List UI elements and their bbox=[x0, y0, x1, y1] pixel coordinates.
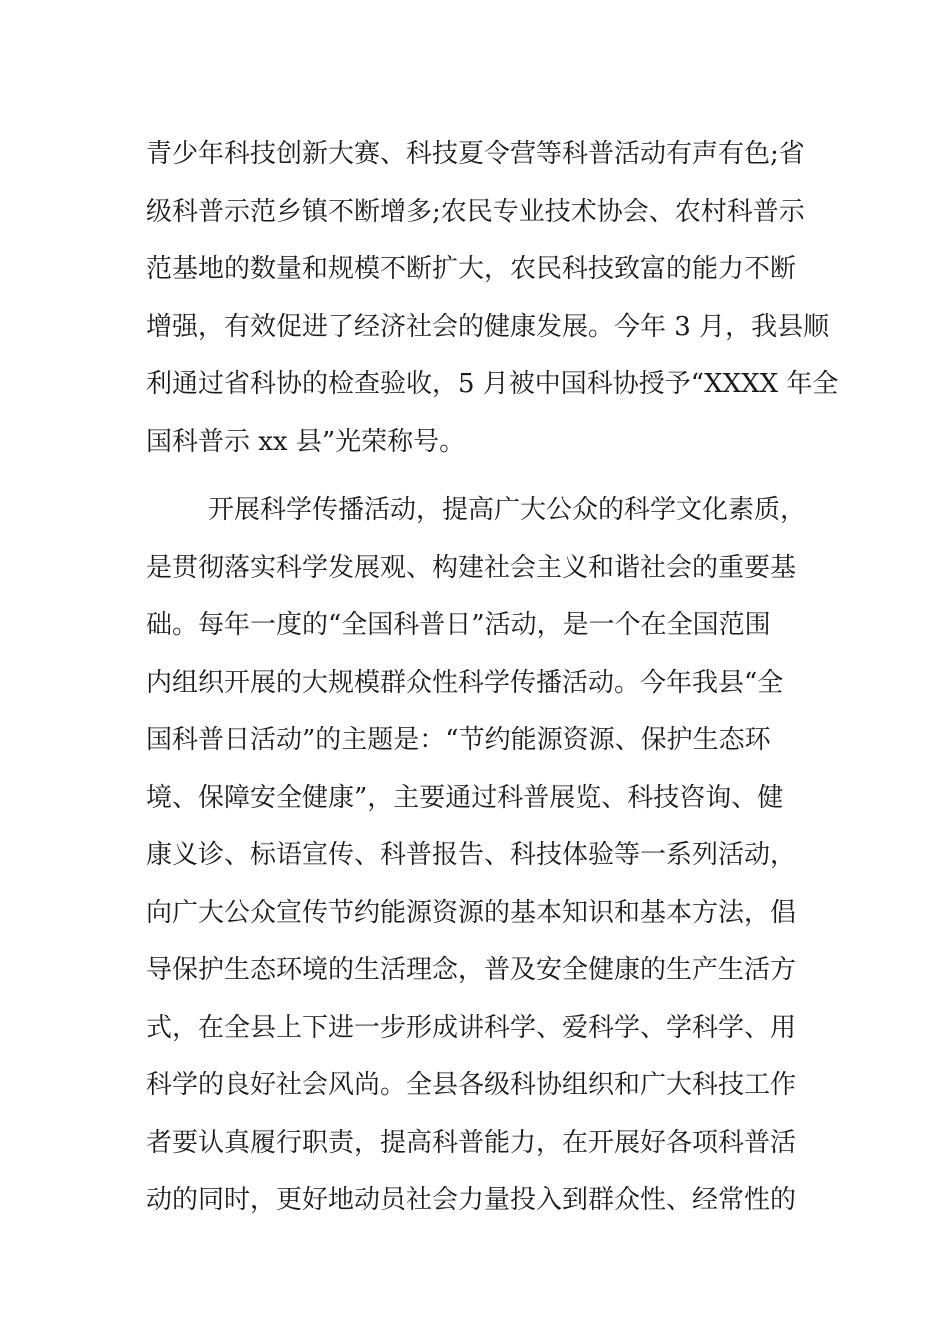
text-line: 国科普日活动”的主题是：“节约能源资源、保护生态环 bbox=[146, 725, 771, 755]
text-line: 国科普示 xx 县”光荣称号。 bbox=[146, 426, 466, 457]
text-line: 导保护生态环境的生活理念，普及安全健康的生产生活方 bbox=[146, 955, 797, 985]
body-text bbox=[146, 126, 839, 1230]
text-line: 动的同时，更好地动员社会力量投入到群众性、经常性的 bbox=[146, 1185, 797, 1215]
text-line: 科学的良好社会风尚。全县各级科协组织和广大科技工作 bbox=[146, 1070, 797, 1100]
text-line: 础。每年一度的“全国科普日”活动，是一个在全国范围 bbox=[146, 610, 771, 640]
text-line: 范基地的数量和规模不断扩大，农民科技致富的能力不断 bbox=[146, 254, 797, 284]
text-line: 向广大公众宣传节约能源资源的基本知识和基本方法，倡 bbox=[146, 897, 797, 928]
text-line: 内组织开展的大规模群众性科学传播活动。今年我县“全 bbox=[146, 667, 784, 698]
text-line: 利通过省科协的检查验收，5 月被中国科协授予“XXXX 年全 bbox=[146, 369, 839, 399]
text-line: 康义诊、标语宣传、科普报告、科技体验等一系列活动， bbox=[146, 840, 797, 870]
text-line: 是贯彻落实科学发展观、构建社会主义和谐社会的重要基 bbox=[146, 552, 797, 583]
paragraph-spacer bbox=[146, 471, 816, 482]
text-line: 境、保障安全健康”，主要通过科普展览、科技咨询、健 bbox=[146, 782, 784, 813]
text-line-first-indented: 开展科学传播活动，提高广大公众的科学文化素质， bbox=[208, 495, 807, 525]
paragraph-2 bbox=[146, 482, 816, 1230]
text-line: 青少年科技创新大赛、科技夏令营等科普活动有声有色;省 bbox=[146, 139, 805, 169]
text-line: 者要认真履行职责，提高科普能力，在开展好各项科普活 bbox=[146, 1127, 797, 1158]
text-line: 式，在全县上下进一步形成讲科学、爱科学、学科学、用 bbox=[146, 1012, 797, 1043]
paragraph-1 bbox=[146, 126, 839, 471]
text-line: 增强，有效促进了经济社会的健康发展。今年 3 月，我县顺 bbox=[146, 311, 830, 342]
text-line: 级科普示范乡镇不断增多;农民专业技术协会、农村科普示 bbox=[146, 196, 805, 227]
